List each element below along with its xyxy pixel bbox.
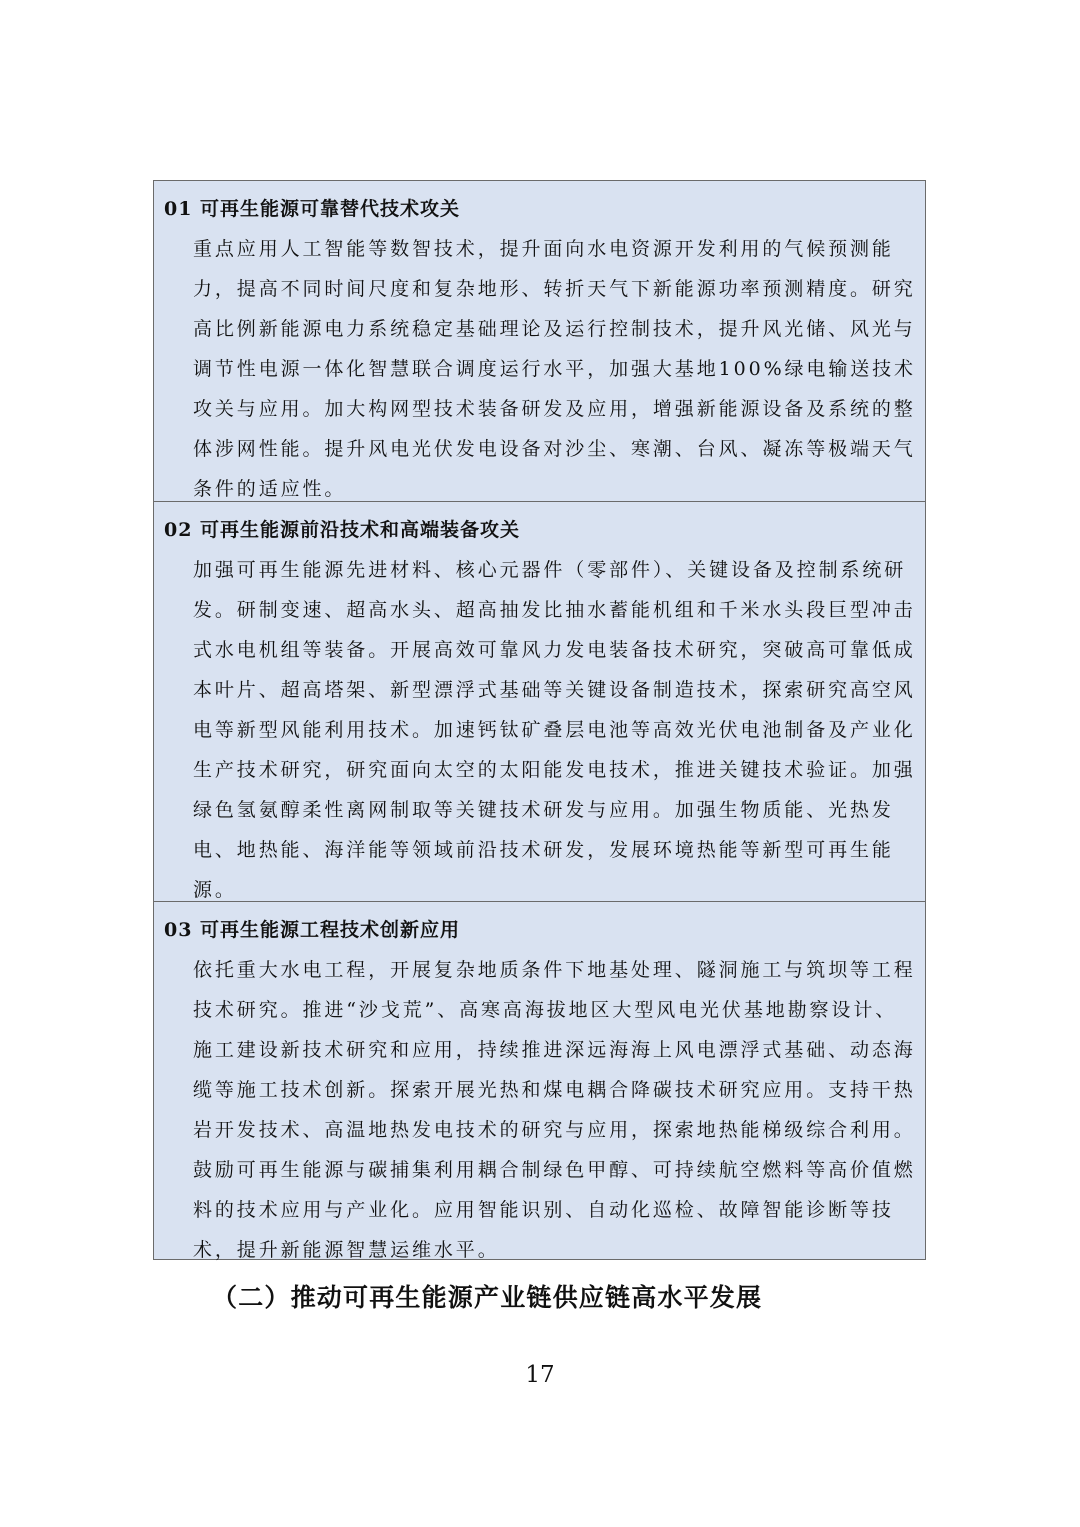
section-01: [154, 181, 925, 501]
section-line: 发。研制变速、超高水头、超高抽发比抽水蓄能机组和千米水头段巨型冲击: [193, 599, 916, 621]
section-line: 料的技术应用与产业化。应用智能识别、自动化巡检、故障智能诊断等技: [193, 1199, 894, 1221]
section-line: 生产技术研究，研究面向太空的太阳能发电技术，推进关键技术验证。加强: [193, 759, 916, 781]
page-number: 17: [525, 1362, 555, 1388]
section-subheading: （二）推动可再生能源产业链供应链高水平发展: [212, 1283, 763, 1312]
section-03: [154, 901, 925, 1261]
section-line: 施工建设新技术研究和应用，持续推进深远海海上风电漂浮式基础、动态海: [193, 1039, 916, 1061]
highlight-table: [153, 180, 926, 1260]
section-line: 力，提高不同时间尺度和复杂地形、转折天气下新能源功率预测精度。研究: [193, 278, 916, 300]
section-line: 鼓励可再生能源与碳捕集利用耦合制绿色甲醇、可持续航空燃料等高价值燃: [193, 1159, 916, 1181]
section-line: 加强可再生能源先进材料、核心元器件（零部件）、关键设备及控制系统研: [193, 559, 907, 581]
section-line: 电、地热能、海洋能等领域前沿技术研发，发展环境热能等新型可再生能: [193, 839, 894, 861]
section-line: 术，提升新能源智慧运维水平。: [193, 1239, 500, 1261]
section-line: 攻关与应用。加大构网型技术装备研发及应用，增强新能源设备及系统的整: [193, 398, 916, 420]
section-line: 体涉网性能。提升风电光伏发电设备对沙尘、寒潮、台风、凝冻等极端天气: [193, 438, 916, 460]
section-line: 源。: [193, 879, 237, 901]
section-line: 岩开发技术、高温地热发电技术的研究与应用，探索地热能梯级综合利用。: [193, 1119, 916, 1141]
section-line: 技术研究。推进“沙戈荒”、高寒高海拔地区大型风电光伏基地勘察设计、: [193, 999, 898, 1021]
section-line: 电等新型风能利用技术。加速钙钛矿叠层电池等高效光伏电池制备及产业化: [193, 719, 916, 741]
section-title: 02 可再生能源前沿技术和高端装备攻关: [164, 519, 521, 541]
section-line: 重点应用人工智能等数智技术，提升面向水电资源开发利用的气候预测能: [193, 238, 894, 260]
section-title: 01 可再生能源可靠替代技术攻关: [164, 198, 461, 220]
section-line: 条件的适应性。: [193, 478, 347, 500]
section-line: 高比例新能源电力系统稳定基础理论及运行控制技术，提升风光储、风光与: [193, 318, 916, 340]
section-02: [154, 501, 925, 901]
section-line: 调节性电源一体化智慧联合调度运行水平，加强大基地100%绿电输送技术: [193, 358, 916, 380]
section-title: 03 可再生能源工程技术创新应用: [164, 919, 461, 941]
section-line: 缆等施工技术创新。探索开展光热和煤电耦合降碳技术研究应用。支持干热: [193, 1079, 916, 1101]
section-line: 本叶片、超高塔架、新型漂浮式基础等关键设备制造技术，探索研究高空风: [193, 679, 916, 701]
section-line: 绿色氢氨醇柔性离网制取等关键技术研发与应用。加强生物质能、光热发: [193, 799, 894, 821]
section-line: 依托重大水电工程，开展复杂地质条件下地基处理、隧洞施工与筑坝等工程: [193, 959, 916, 981]
section-line: 式水电机组等装备。开展高效可靠风力发电装备技术研究，突破高可靠低成: [193, 639, 916, 661]
